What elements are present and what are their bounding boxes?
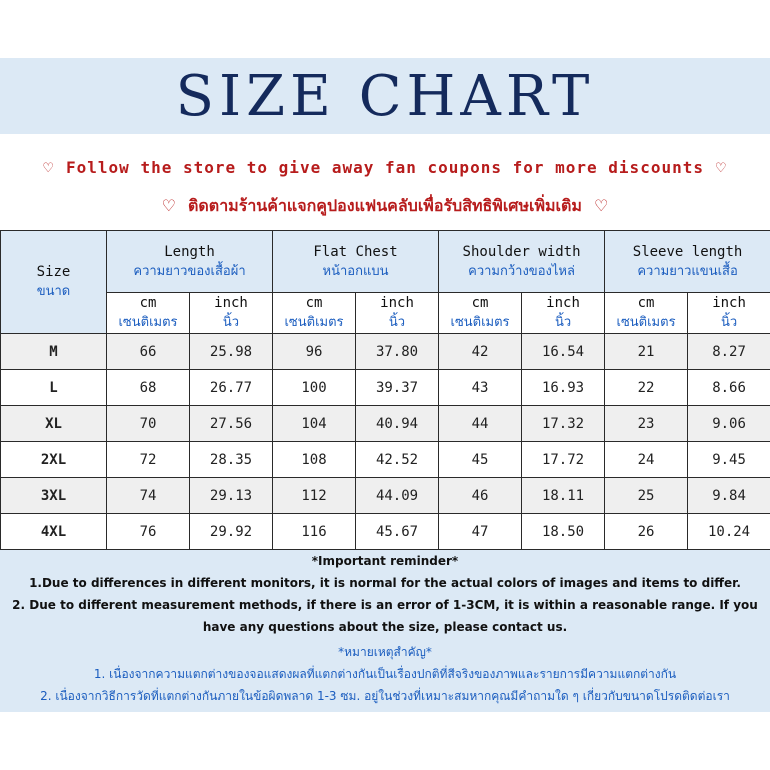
note-line-2-en-cont: have any questions about the size, please contact us. (202, 620, 568, 634)
unit-en: inch (712, 295, 746, 311)
table-cell: 70 (107, 406, 190, 442)
size-table (0, 230, 770, 550)
unit-th: เซนติเมตร (284, 315, 344, 330)
heart-icon: ♡ (593, 196, 609, 215)
table-cell: 45.67 (356, 514, 439, 550)
table-cell: 29.13 (190, 478, 273, 514)
table-cell: 17.32 (522, 406, 605, 442)
size-cell: 2XL (1, 442, 107, 478)
table-cell: 39.37 (356, 370, 439, 406)
promo-thai-text: ติดตามร้านค้าแจกคูปองแฟนคลับเพื่อรับสิทธิพิเศษเพิ่มเติม (188, 196, 582, 215)
title-banner (0, 58, 770, 134)
table-cell: 108 (273, 442, 356, 478)
promo-thai-line (0, 194, 770, 219)
size-cell: 4XL (1, 514, 107, 550)
table-cell: 66 (107, 334, 190, 370)
table-cell: 40.94 (356, 406, 439, 442)
table-cell: 29.92 (190, 514, 273, 550)
unit-en: inch (546, 295, 580, 311)
table-cell: 72 (107, 442, 190, 478)
table-cell: 16.54 (522, 334, 605, 370)
unit-th: นิ้ว (720, 315, 738, 330)
table-cell: 16.93 (522, 370, 605, 406)
note-line-1-en: 1.Due to differences in different monitors, it is normal for the actual colors of images and items to differ. (29, 576, 741, 590)
unit-en: inch (214, 295, 248, 311)
reminder-heading-th: *หมายเหตุสำคัญ* (338, 645, 432, 659)
table-cell: 27.56 (190, 406, 273, 442)
table-cell: 18.11 (522, 478, 605, 514)
unit-header-cm (605, 293, 688, 334)
group-header-th: หน้าอกแบน (322, 263, 389, 279)
table-cell: 17.72 (522, 442, 605, 478)
table-cell: 10.24 (688, 514, 770, 550)
group-header-en: Sleeve length (632, 243, 743, 260)
table-cell: 28.35 (190, 442, 273, 478)
table-row (1, 334, 770, 370)
promo-english-text: Follow the store to give away fan coupons for more discounts (66, 158, 704, 177)
size-header-th: ขนาด (36, 284, 71, 299)
unit-header-cm (439, 293, 522, 334)
unit-th: เซนติเมตร (616, 315, 676, 330)
promo-section (0, 136, 770, 228)
group-header-th: ความกว้างของไหล่ (468, 263, 575, 279)
group-header-shoulder (439, 231, 605, 293)
table-cell: 96 (273, 334, 356, 370)
note-line-1-th: 1. เนื่องจากความแตกต่างของจอแสดงผลที่แตกต่างกันเป็นเรื่องปกติที่สีจริงของภาพและรายการมีความแตกต่างกัน (93, 667, 677, 681)
table-cell: 74 (107, 478, 190, 514)
table-row (1, 406, 770, 442)
size-header (1, 231, 107, 334)
table-cell: 9.06 (688, 406, 770, 442)
table-cell: 43 (439, 370, 522, 406)
unit-en: cm (637, 295, 655, 311)
table-cell: 76 (107, 514, 190, 550)
table-cell: 25 (605, 478, 688, 514)
unit-th: เซนติเมตร (118, 315, 178, 330)
unit-th: นิ้ว (388, 315, 406, 330)
unit-th: เซนติเมตร (450, 315, 510, 330)
table-cell: 8.66 (688, 370, 770, 406)
table-cell: 112 (273, 478, 356, 514)
heart-icon: ♡ (43, 158, 55, 177)
table-cell: 22 (605, 370, 688, 406)
table-cell: 68 (107, 370, 190, 406)
group-header-th: ความยาวแขนเสื้อ (637, 263, 738, 279)
reminder-heading-en: *Important reminder* (311, 554, 459, 568)
table-row (1, 370, 770, 406)
notes-section (0, 550, 770, 712)
heart-icon: ♡ (715, 158, 727, 177)
unit-header-inch (190, 293, 273, 334)
table-cell: 47 (439, 514, 522, 550)
table-cell: 9.45 (688, 442, 770, 478)
promo-english-line (0, 158, 770, 177)
group-header-chest (273, 231, 439, 293)
group-header-en: Flat Chest (313, 243, 398, 260)
table-cell: 104 (273, 406, 356, 442)
group-header-en: Shoulder width (462, 243, 581, 260)
table-cell: 21 (605, 334, 688, 370)
unit-header-inch (688, 293, 770, 334)
table-cell: 8.27 (688, 334, 770, 370)
unit-th: นิ้ว (554, 315, 572, 330)
unit-en: cm (139, 295, 157, 311)
heart-icon: ♡ (161, 196, 177, 215)
table-cell: 25.98 (190, 334, 273, 370)
group-header-length (107, 231, 273, 293)
unit-en: cm (305, 295, 323, 311)
size-header-en: Size (36, 264, 71, 280)
note-line-2-en: 2. Due to different measurement methods, if there is an error of 1-3CM, it is within a reasonable range. If you (12, 598, 758, 612)
table-cell: 45 (439, 442, 522, 478)
table-cell: 44 (439, 406, 522, 442)
size-cell: XL (1, 406, 107, 442)
table-cell: 116 (273, 514, 356, 550)
table-cell: 18.50 (522, 514, 605, 550)
page-title: SIZE CHART (175, 63, 595, 129)
table-cell: 44.09 (356, 478, 439, 514)
table-cell: 42.52 (356, 442, 439, 478)
unit-header-inch (522, 293, 605, 334)
group-header-th: ความยาวของเสื้อผ้า (133, 263, 246, 279)
unit-header-inch (356, 293, 439, 334)
table-cell: 37.80 (356, 334, 439, 370)
table-row (1, 514, 770, 550)
table-cell: 42 (439, 334, 522, 370)
unit-th: นิ้ว (222, 315, 240, 330)
unit-header-cm (273, 293, 356, 334)
group-header-en: Length (164, 243, 215, 260)
table-cell: 23 (605, 406, 688, 442)
unit-en: inch (380, 295, 414, 311)
size-cell: 3XL (1, 478, 107, 514)
table-cell: 9.84 (688, 478, 770, 514)
table-cell: 100 (273, 370, 356, 406)
table-row (1, 478, 770, 514)
size-cell: M (1, 334, 107, 370)
table-cell: 24 (605, 442, 688, 478)
unit-en: cm (471, 295, 489, 311)
table-cell: 26.77 (190, 370, 273, 406)
unit-header-cm (107, 293, 190, 334)
table-cell: 26 (605, 514, 688, 550)
size-cell: L (1, 370, 107, 406)
group-header-sleeve (605, 231, 770, 293)
table-row (1, 442, 770, 478)
table-cell: 46 (439, 478, 522, 514)
note-line-2-th: 2. เนื่องจากวิธีการวัดที่แตกต่างกันภายในข้อผิดพลาด 1-3 ซม. อยู่ในช่วงที่เหมาะสมหากคุณมีคำถามใด ๆ เกี่ยวกับขนาดโปรดติดต่อเรา (40, 689, 730, 703)
